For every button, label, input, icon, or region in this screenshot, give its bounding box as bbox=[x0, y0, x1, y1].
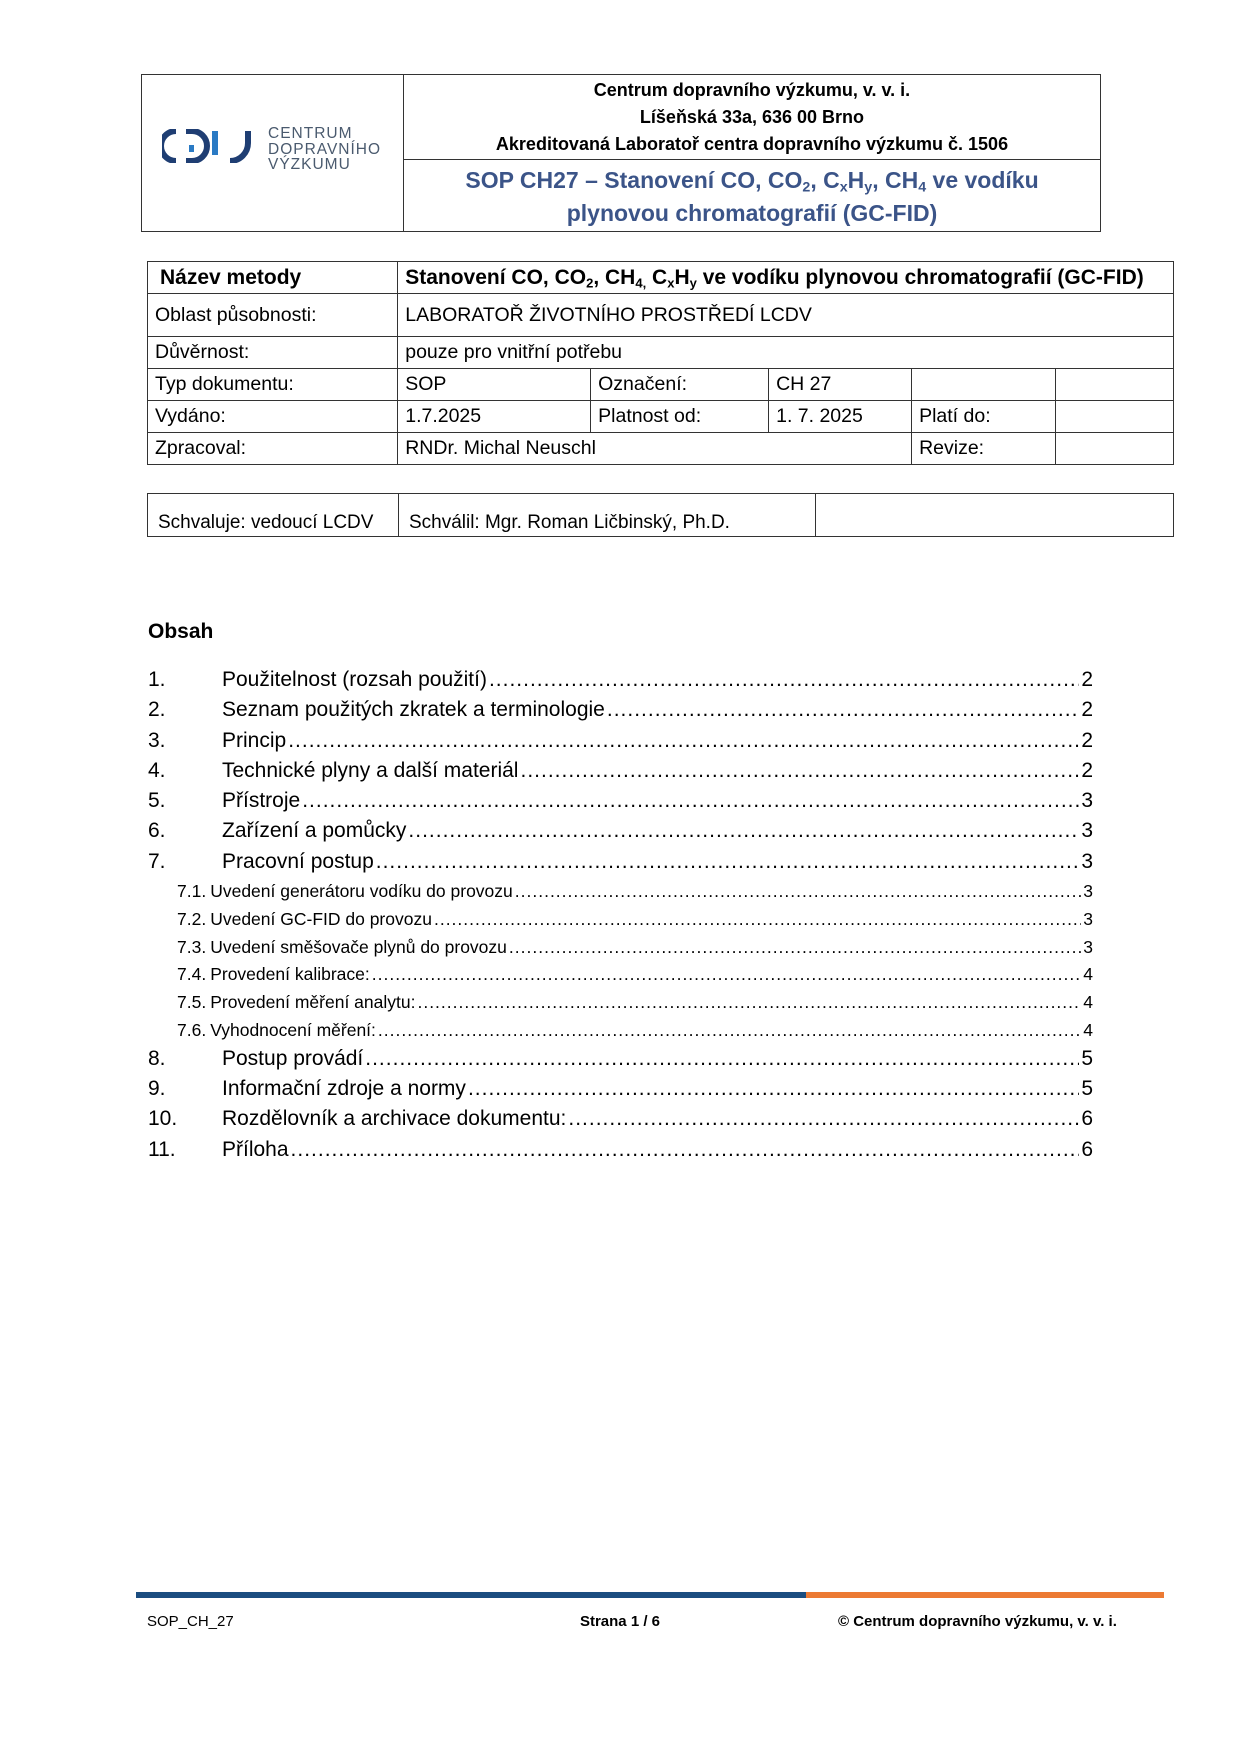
toc-entry-page[interactable]: 3 bbox=[1081, 789, 1093, 813]
toc-entry-page[interactable]: 6 bbox=[1081, 1107, 1093, 1131]
toc-entry-label[interactable]: Uvedení směšovače plynů do provozu bbox=[210, 936, 507, 957]
confidentiality-value: pouze pro vnitřní potřebu bbox=[398, 337, 1174, 369]
toc-entry-label[interactable]: Provedení měření analytu: bbox=[210, 992, 416, 1013]
prepared-label: Zpracoval: bbox=[148, 433, 398, 465]
revision-value bbox=[1056, 433, 1174, 465]
document-title bbox=[404, 160, 1100, 231]
toc-entry-number: 5. bbox=[148, 789, 166, 813]
method-row bbox=[148, 262, 1174, 294]
toc-entry-label[interactable]: Vyhodnocení měření: bbox=[210, 1020, 376, 1041]
toc-entry[interactable] bbox=[148, 877, 1093, 905]
toc-entry-number: 3. bbox=[148, 728, 166, 752]
empty-cell bbox=[912, 369, 1056, 401]
approval-row bbox=[148, 494, 1174, 537]
valid-from-value: 1. 7. 2025 bbox=[769, 401, 912, 433]
signature-cell bbox=[815, 494, 1173, 537]
footer-bar-orange bbox=[806, 1592, 1164, 1598]
approved-by: Schválil: Mgr. Roman Ličbinský, Ph.D. bbox=[398, 494, 815, 537]
toc-entry[interactable] bbox=[148, 933, 1093, 961]
toc-entry-page[interactable]: 2 bbox=[1081, 668, 1093, 691]
toc-entry-page[interactable]: 2 bbox=[1081, 698, 1093, 722]
toc-entry[interactable] bbox=[148, 960, 1093, 988]
issued-label: Vydáno: bbox=[148, 401, 398, 433]
toc-entry-number: 6. bbox=[148, 819, 166, 843]
toc-leader-dots bbox=[568, 1104, 1079, 1134]
toc-entry[interactable] bbox=[148, 988, 1093, 1016]
toc-entry-page[interactable]: 4 bbox=[1083, 992, 1093, 1013]
organization-name: Centrum dopravního výzkumu, v. v. i. bbox=[593, 80, 911, 100]
empty-cell bbox=[1056, 369, 1174, 401]
toc-entry-page[interactable]: 6 bbox=[1081, 1137, 1093, 1161]
toc-entry[interactable] bbox=[148, 726, 1093, 756]
toc-entry[interactable] bbox=[148, 1074, 1093, 1104]
toc-entry[interactable] bbox=[148, 665, 1093, 695]
toc-entry-number: 7.4. bbox=[177, 964, 207, 985]
toc-leader-dots bbox=[515, 877, 1082, 905]
organization-info bbox=[404, 75, 1100, 160]
method-label: Název metody bbox=[148, 262, 398, 294]
valid-to-label: Platí do: bbox=[912, 401, 1056, 433]
footer-page-number: Strana 1 / 6 bbox=[579, 1613, 661, 1630]
toc-leader-dots bbox=[291, 1135, 1080, 1165]
toc-entry[interactable] bbox=[148, 1135, 1093, 1165]
toc-entry-number: 7.6. bbox=[177, 1020, 207, 1041]
toc-entry-label[interactable]: Uvedení GC-FID do provozu bbox=[210, 908, 432, 929]
toc-entry-page[interactable]: 4 bbox=[1083, 1020, 1093, 1041]
toc-entry-label[interactable]: Příloha bbox=[222, 1137, 289, 1161]
title-line-1: SOP CH27 – Stanovení CO, $CO_2$, $C_xH_y$, $CH_4$ ve vodíku bbox=[465, 167, 1039, 196]
issued-value: 1.7.2025 bbox=[398, 401, 591, 433]
revision-label: Revize: bbox=[912, 433, 1056, 465]
toc-entry[interactable] bbox=[148, 1016, 1093, 1044]
prepared-row bbox=[148, 433, 1174, 465]
approval-table bbox=[147, 493, 1174, 537]
logo-line-3: VÝZKUMU bbox=[268, 156, 351, 173]
footer-copyright: © Centrum dopravního výzkumu, v. v. i. bbox=[838, 1613, 1117, 1630]
toc-entry-number: 8. bbox=[148, 1046, 166, 1070]
toc-entry-number: 7.3. bbox=[177, 936, 207, 957]
doctype-row bbox=[148, 369, 1174, 401]
toc-leader-dots bbox=[434, 905, 1081, 933]
document-metadata-table bbox=[147, 261, 1174, 465]
organization-address: Líšeňská 33a, 636 00 Brno bbox=[639, 107, 865, 127]
toc-entry-label[interactable]: Přístroje bbox=[222, 789, 301, 813]
confidentiality-row bbox=[148, 337, 1174, 369]
toc-leader-dots bbox=[378, 1016, 1081, 1044]
toc-entry-number: 7.5. bbox=[177, 992, 207, 1013]
doctype-value: SOP bbox=[398, 369, 591, 401]
scope-row bbox=[148, 294, 1174, 337]
toc-entry-number: 4. bbox=[148, 758, 166, 782]
scope-label: Oblast působnosti: bbox=[148, 294, 398, 337]
footer-bar-blue bbox=[136, 1592, 806, 1598]
toc-entry-label[interactable]: Uvedení generátoru vodíku do provozu bbox=[210, 881, 513, 902]
toc-entry-page[interactable]: 3 bbox=[1081, 849, 1093, 873]
toc-entry-page[interactable]: 4 bbox=[1083, 964, 1093, 985]
toc-entry-label[interactable]: Princip bbox=[222, 728, 287, 752]
toc-leader-dots bbox=[365, 1044, 1079, 1074]
logo-text bbox=[268, 126, 381, 173]
title-line-2: plynovou chromatografií (GC-FID) bbox=[566, 200, 938, 226]
valid-from-label: Platnost od: bbox=[591, 401, 769, 433]
prepared-value: RNDr. Michal Neuschl bbox=[398, 433, 912, 465]
footer-doc-code: SOP_CH_27 bbox=[147, 1613, 234, 1630]
issued-row bbox=[148, 401, 1174, 433]
logo-cell bbox=[142, 75, 404, 231]
toc-leader-dots bbox=[509, 933, 1081, 961]
toc-entry-label[interactable]: Technické plyny a další materiál bbox=[222, 758, 519, 782]
toc-entry-label[interactable]: Informační zdroje a normy bbox=[222, 1077, 466, 1101]
toc-leader-dots bbox=[288, 726, 1079, 756]
toc-leader-dots bbox=[372, 960, 1082, 988]
scope-value: LABORATOŘ ŽIVOTNÍHO PROSTŘEDÍ LCDV bbox=[398, 294, 1174, 337]
toc-entry[interactable] bbox=[148, 847, 1093, 877]
toc-entry-label[interactable]: Postup provádí bbox=[222, 1046, 364, 1070]
toc-entry-label[interactable]: Rozdělovník a archivace dokumentu: bbox=[222, 1107, 567, 1131]
toc-entry[interactable] bbox=[148, 695, 1093, 725]
document-header bbox=[141, 74, 1101, 232]
toc-leader-dots bbox=[417, 988, 1081, 1016]
toc-entry-page[interactable]: 5 bbox=[1081, 1077, 1093, 1101]
toc-entry[interactable] bbox=[148, 905, 1093, 933]
table-of-contents bbox=[148, 665, 1093, 1165]
toc-leader-dots bbox=[607, 695, 1079, 725]
toc-entry-page[interactable]: 5 bbox=[1081, 1046, 1093, 1070]
method-value: Stanovení CO, $CO_2$, $CH_{4,}$ $C_xH_y$ ve vodíku plynovou chromatografií (GC-FID) bbox=[398, 262, 1174, 294]
accreditation-text: Akreditovaná Laboratoř centra dopravního výzkumu č. 1506 bbox=[495, 134, 1009, 154]
toc-title: Obsah bbox=[148, 620, 214, 643]
toc-entry[interactable] bbox=[148, 1044, 1093, 1074]
doctype-label: Typ dokumentu: bbox=[148, 369, 398, 401]
toc-entry[interactable] bbox=[148, 816, 1093, 846]
toc-entry-number: 2. bbox=[148, 698, 166, 722]
toc-entry[interactable] bbox=[148, 786, 1093, 816]
confidentiality-label: Důvěrnost: bbox=[148, 337, 398, 369]
toc-leader-dots bbox=[376, 847, 1080, 877]
toc-leader-dots bbox=[302, 786, 1079, 816]
toc-entry-label[interactable]: Zařízení a pomůcky bbox=[222, 819, 407, 843]
toc-entry-page[interactable]: 2 bbox=[1081, 758, 1093, 782]
cdv-logo-icon bbox=[162, 129, 258, 163]
designation-label: Označení: bbox=[591, 369, 769, 401]
toc-entry-label[interactable]: Použitelnost (rozsah použití) bbox=[222, 668, 487, 691]
logo-line-2: DOPRAVNÍHO bbox=[268, 140, 382, 158]
valid-to-value bbox=[1056, 401, 1174, 433]
toc-entry-page[interactable]: 3 bbox=[1083, 908, 1093, 929]
designation-value: CH 27 bbox=[769, 369, 912, 401]
toc-entry-page[interactable]: 3 bbox=[1083, 881, 1093, 902]
approver-role: Schvaluje: vedoucí LCDV bbox=[148, 494, 399, 537]
toc-leader-dots bbox=[468, 1074, 1079, 1104]
toc-entry-number: 11. bbox=[148, 1137, 176, 1161]
toc-entry-page[interactable]: 3 bbox=[1083, 936, 1093, 957]
toc-entry-number: 7. bbox=[148, 849, 166, 873]
toc-entry-label[interactable]: Pracovní postup bbox=[222, 849, 374, 873]
toc-entry-label[interactable]: Provedení kalibrace: bbox=[210, 964, 370, 985]
toc-entry-number: 7.1. bbox=[177, 881, 207, 902]
toc-leader-dots bbox=[489, 665, 1079, 695]
toc-entry-page[interactable]: 3 bbox=[1081, 819, 1093, 843]
toc-entry-label[interactable]: Seznam použitých zkratek a terminologie bbox=[222, 698, 605, 722]
toc-leader-dots bbox=[520, 756, 1079, 786]
toc-entry-number: 9. bbox=[148, 1077, 166, 1101]
toc-entry-number: 10. bbox=[148, 1107, 178, 1131]
toc-entry[interactable] bbox=[148, 1104, 1093, 1134]
toc-entry[interactable] bbox=[148, 756, 1093, 786]
toc-entry-number: 7.2. bbox=[177, 908, 207, 929]
toc-entry-page[interactable]: 2 bbox=[1081, 728, 1093, 752]
toc-entry-number: 1. bbox=[148, 668, 166, 691]
toc-leader-dots bbox=[408, 816, 1079, 846]
logo-line-1: CENTRUM bbox=[268, 125, 353, 142]
